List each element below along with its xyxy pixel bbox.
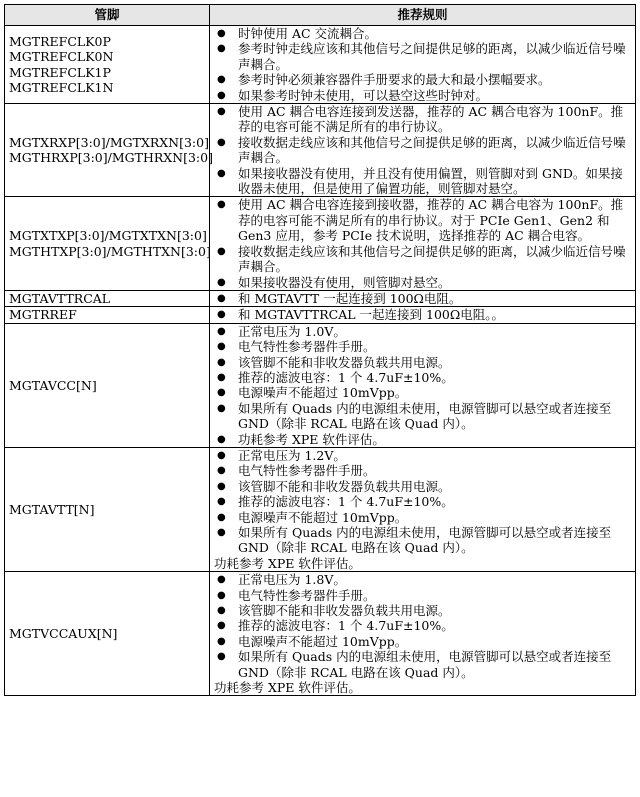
table-row — [5, 26, 636, 104]
rule-item: ● 如果所有 Quads 内的电源组未使用，电源管脚可以悬空或者连接至 GND（除非 RCAL 电路在该 Quad 内）。 — [214, 649, 631, 680]
pin-cell — [5, 104, 213, 197]
rule-note: 功耗参考 XPE 软件评估。 — [214, 680, 361, 696]
rule-list — [214, 307, 631, 322]
rule-item: ● 接收数据走线应该和其他信号之间提供足够的距离，以减少临近信号噪声耦合。 — [214, 244, 631, 275]
table-row — [5, 572, 636, 696]
pin-name: MGTVCCAUX[N] — [9, 626, 118, 642]
pin-cell — [5, 447, 210, 571]
rule-item: ● 如果接收器没有使用，则管脚对悬空。 — [214, 275, 631, 290]
table-row — [5, 197, 636, 290]
pin-column-header: 管脚 — [5, 5, 210, 26]
rule-item: ● 推荐的滤波电容：1 个 4.7uF±10%。 — [214, 618, 631, 633]
rule-list — [214, 448, 631, 556]
rule-list — [214, 197, 631, 289]
pin-rules-table — [4, 4, 636, 696]
rule-item: ● 电气特性参考器件手册。 — [214, 339, 631, 354]
rule-item: ● 该管脚不能和非收发器负载共用电源。 — [214, 355, 631, 370]
rule-item: ● 电气特性参考器件手册。 — [214, 463, 631, 478]
rule-item: ● 该管脚不能和非收发器负载共用电源。 — [214, 479, 631, 494]
rule-item: ● 电源噪声不能超过 10mVpp。 — [214, 634, 631, 649]
pin-name: MGTXRXP[3:0]/MGTXRXN[3:0] — [9, 134, 209, 150]
rule-cell — [210, 323, 636, 447]
rule-item: ● 推荐的滤波电容：1 个 4.7uF±10%。 — [214, 370, 631, 385]
table-row — [5, 104, 636, 197]
rule-item: ● 该管脚不能和非收发器负载共用电源。 — [214, 603, 631, 618]
rule-column-header: 推荐规则 — [210, 5, 636, 26]
pin-cell — [5, 290, 210, 306]
rule-list — [214, 26, 631, 103]
rule-item: ● 如果所有 Quads 内的电源组未使用，电源管脚可以悬空或者连接至 GND（除非 RCAL 电路在该 Quad 内）。 — [214, 401, 631, 432]
rule-item: ● 功耗参考 XPE 软件评估。 — [214, 432, 631, 447]
rule-item: ● 如果接收器没有使用，并且没有使用偏置，则管脚对到 GND。如果接收器未使用，但是使用了偏置功能，则管脚对悬空。 — [214, 166, 631, 197]
rule-item: ● 时钟使用 AC 交流耦合。 — [214, 26, 631, 41]
rule-list — [214, 104, 631, 196]
rule-cell — [210, 572, 636, 696]
rule-item: ● 电源噪声不能超过 10mVpp。 — [214, 510, 631, 525]
rule-list — [214, 291, 631, 306]
pin-name: MGTAVTTRCAL — [9, 290, 111, 306]
rule-item: ● 使用 AC 耦合电容连接到发送器，推荐的 AC 耦合电容为 100nF。推荐的电容可能不满足所有的串行协议。 — [214, 104, 631, 135]
rule-item: ● 接收数据走线应该和其他信号之间提供足够的距离，以减少临近信号噪声耦合。 — [214, 135, 631, 166]
table-row — [5, 307, 636, 323]
rule-cell — [210, 307, 636, 323]
rule-list — [214, 572, 631, 680]
pin-name: MGTHRXP[3:0]/MGTHRXN[3:0] — [9, 150, 213, 166]
pin-name: MGTAVCC[N] — [9, 377, 97, 393]
rule-cell — [210, 104, 636, 197]
rule-list — [214, 324, 631, 447]
rule-item: ● 如果参考时钟未使用，可以悬空这些时钟对。 — [214, 88, 631, 103]
pin-name: MGTREFCLK1P — [9, 64, 111, 80]
pin-name: MGTREFCLK1N — [9, 79, 114, 95]
pin-name: MGTHTXP[3:0]/MGTHTXN[3:0] — [9, 243, 211, 259]
table-row — [5, 447, 636, 571]
pin-name: MGTAVTT[N] — [9, 501, 95, 517]
rule-cell — [210, 26, 636, 104]
rule-item: ● 正常电压为 1.8V。 — [214, 572, 631, 587]
pin-cell — [5, 26, 210, 104]
rule-cell — [210, 447, 636, 571]
pin-name: MGTRREF — [9, 307, 77, 323]
table-row — [5, 323, 636, 447]
pin-cell — [5, 572, 210, 696]
header-row — [5, 5, 636, 26]
rule-item: ● 如果所有 Quads 内的电源组未使用，电源管脚可以悬空或者连接至 GND（除非 RCAL 电路在该 Quad 内）。 — [214, 525, 631, 556]
rule-item: ● 正常电压为 1.0V。 — [214, 324, 631, 339]
rule-item: ● 电源噪声不能超过 10mVpp。 — [214, 385, 631, 400]
pin-cell — [5, 323, 210, 447]
rule-item: ● 和 MGTAVTT 一起连接到 100Ω电阻。 — [214, 291, 631, 306]
pin-name: MGTREFCLK0P — [9, 33, 111, 49]
rule-item: ● 和 MGTAVTTRCAL 一起连接到 100Ω电阻。。 — [214, 307, 631, 322]
rule-item: ● 参考时钟必须兼容器件手册要求的最大和最小摆幅要求。 — [214, 72, 631, 87]
rule-item: ● 电气特性参考器件手册。 — [214, 588, 631, 603]
pin-name: MGTREFCLK0N — [9, 49, 114, 65]
rule-cell — [210, 197, 636, 290]
rule-note: 功耗参考 XPE 软件评估。 — [214, 555, 361, 571]
pin-cell — [5, 307, 210, 323]
rule-cell — [210, 290, 636, 306]
rule-item: ● 参考时钟走线应该和其他信号之间提供足够的距离，以减少临近信号噪声耦合。 — [214, 41, 631, 72]
rule-item: ● 推荐的滤波电容：1 个 4.7uF±10%。 — [214, 494, 631, 509]
rule-item: ● 使用 AC 耦合电容连接到接收器，推荐的 AC 耦合电容为 100nF。推荐的电容可能不满足所有的串行协议。对于 PCIe Gen1、Gen2 和 Gen3 应用，参考 PCIe 技术说明，选择推荐的 AC 耦合电容。 — [214, 197, 631, 243]
pin-name: MGTXTXP[3:0]/MGTXTXN[3:0] — [9, 228, 207, 244]
pin-cell — [5, 197, 210, 290]
rule-item: ● 正常电压为 1.2V。 — [214, 448, 631, 463]
table-row — [5, 290, 636, 306]
